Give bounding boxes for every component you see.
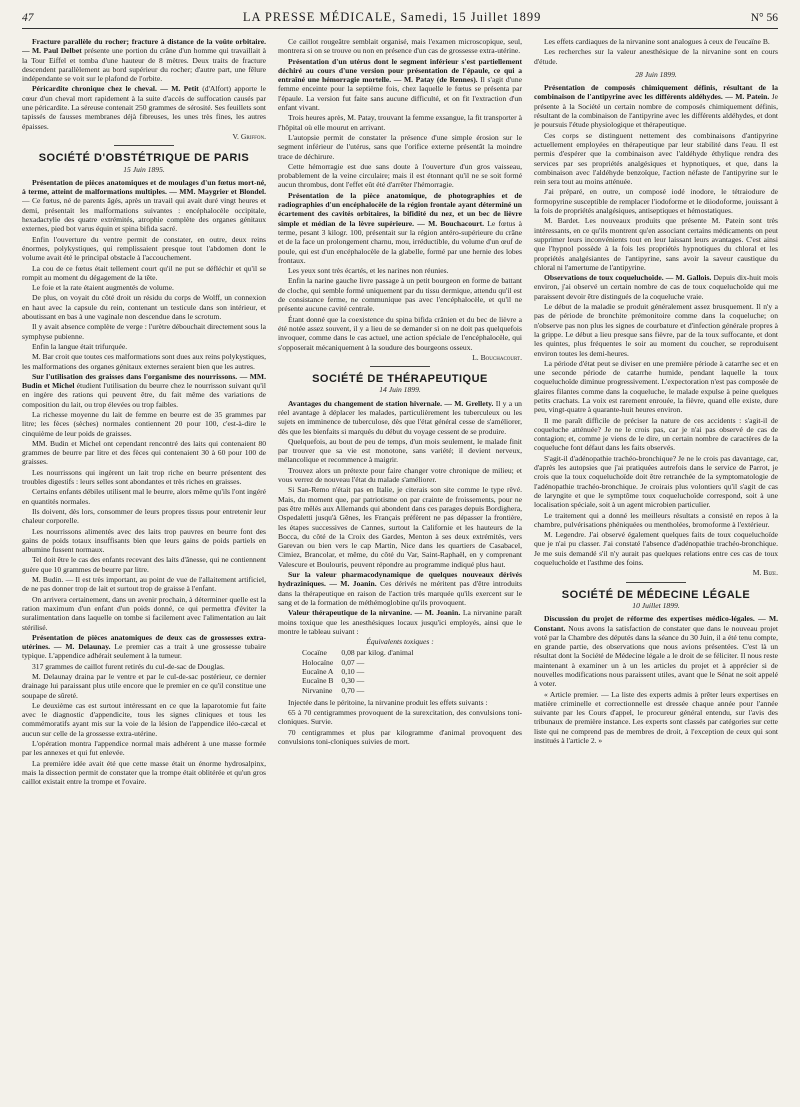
article-title: Observations de toux coqueluchoïde. <box>544 273 664 283</box>
columns <box>22 37 778 1107</box>
article-text: Ces dérivés ne méritent pas d'être introduits dans la thérapeutique en raison de l'action très marquée qu'ils exercent sur le sang et de la formation de méthémoglobine qu'ils provoquent. <box>278 579 522 607</box>
article-text: Il y a un réel avantage à déplacer les malades, particulièrement les tuberculeux ou les sujets en imminence de tuberculose, dès que l'état général cesse de s'améliorer, dès que les bienfaits si marqués du début du voyage cessent de se produire. <box>278 398 522 436</box>
table-row <box>298 667 417 676</box>
table-cell: 0,07 — <box>341 657 365 667</box>
article-author: — M. Patay (de Rennes). <box>393 75 478 85</box>
table-cell: Nirvanine <box>302 685 333 695</box>
article-title: Avantages du changement de station hivernale. <box>288 398 443 408</box>
article-author: — M. Joanin. <box>329 579 377 589</box>
paragraph: M. Bardet. Les nouveaux produits que présente M. Patein sont très intéressants, en ce qu'ils montrent qu'en associant certains médicaments on peut supprimer leurs inconvénients tout en leur laissant leurs avantages. C'est ainsi que l'hypnol possède à la fois les propriétés hypnotiques du chloral et les propriétés analgésiantes de l'antipyrine, sans avoir la saveur caustique du chloral ni l'amertume de l'antipyrine. <box>534 216 778 272</box>
signature: L. Bouchacourt. <box>472 352 522 362</box>
section-date: 10 Juillet 1899. <box>632 600 680 610</box>
section-title: SOCIÉTÉ D'OBSTÉTRIQUE DE PARIS <box>38 152 250 165</box>
article-author: — M. Paul Delbet <box>22 46 82 56</box>
paragraph: Le foie et la rate étaient augmentés de volume. <box>32 283 174 293</box>
article-title: Présentation de pièces anatomiques et de moulages d'un fœtus mort-né, à terme, atteint de malformations multiples. <box>22 177 266 197</box>
paragraph: Ce caillot rougeâtre semblait organisé, mais l'examen microscopique, seul, montrera si on se trouve ou non en présence d'un cas de grossesse extra-utérine. <box>278 37 522 56</box>
divider <box>114 145 174 146</box>
article-text: — Ce fœtus, né de parents âgés, après un travail qui avait duré vingt heures et demi, présentait les malformations suivantes : encéphalocèle occipitale, hexadactylie des quatre extrémités, atrophie complète des organes génitaux externes, pied bot varus équin et spina bifida sacré. <box>22 196 266 234</box>
session-date: 28 Juin 1899. <box>635 69 677 79</box>
paragraph: Les nourrissons alimentés avec des laits trop pauvres en beurre font des gains de poids totaux insuffisants bien que leurs gains de poids partiels en albumine fussent normaux. <box>22 526 266 555</box>
article-title: Présentation de composés chimiquement définis, résultant de la combinaison de l'antipyrine avec les différents aldéhydes. <box>534 83 778 102</box>
article-text: Le premier cas a trait à une grossesse tubaire typique. L'appendice adhérait seulement à la tumeur. <box>22 642 266 661</box>
table-cell: Cocaïne <box>302 648 327 658</box>
article-title: Péricardite chronique chez le cheval. <box>32 84 157 94</box>
article-title: Valeur thérapeutique de la nirvanine. <box>288 608 413 618</box>
paragraph: La cou de ce fœtus était tellement court qu'il ne put se défléchir et qu'il se rompit au moment du dégagement de la tête. <box>22 263 266 282</box>
article-title: Discussion du projet de réforme des expertises médico-légales. <box>544 614 755 624</box>
issue-number: N° 56 <box>750 12 778 24</box>
article-text: Il s'agit d'une femme enceinte pour la septième fois, chez laquelle le fœtus se présenta par l'épaule. La version fut faite sans aucune difficulté, et on fit l'extraction d'un enfant vivant. <box>278 75 522 113</box>
divider <box>370 366 430 367</box>
article <box>534 83 778 129</box>
article <box>278 570 522 607</box>
paragraph: Ces corps se distinguent nettement des combinaisons d'antipyrine actuellement employées en thérapeutique par leur stabilité dans l'eau. Il est permis d'espérer que la combinaison avec l'aldéhyde éthylique rendra des services par ses propriétés analgésiques et hypnotiques, et que, dans la combinaison avec l'aldéhyde benzoïque, l'action néfaste de l'antipyrine sur le rein sera tout au moins atténuée. <box>534 130 778 187</box>
article-author: — M. Petit <box>160 84 199 94</box>
paragraph: Le deuxième cas est surtout intéressant en ce que la laparotomie fut faite avec le diagnostic d'appendicite, tous les signes cliniques et tous les commémoratifs ayant mis sur la voie de la lésion de l'appendice iléo-cæcal et aucun sur celle de la grossesse extra-utérine. <box>22 700 266 738</box>
article-author: — M. Patein. <box>725 92 770 102</box>
article-text: présente une portion du crâne d'un homme qui travaillait à la Tour Eiffel et tomba d'une hauteur de 8 mètres. Deux traits de fracture descendent parallèlement au bord supérieur du rocher; d'autre part, une fêlure indépendante se voit sur le plafond de l'orbite. <box>22 46 266 84</box>
article-text: Je présente à la Société un certain nombre de composés chimiquement définis, résultant de la combinaison de l'antipyrine avec les différents aldéhydes, et dont je poursuis l'étude physiologique et thérapeutique. <box>534 92 778 130</box>
paragraph: 70 centigrammes et plus par kilogramme d'animal provoquent des convulsions toni-cloniques suivies de mort. <box>278 727 522 747</box>
column-1 <box>22 37 266 1107</box>
section-title: SOCIÉTÉ DE MÉDECINE LÉGALE <box>561 588 751 601</box>
paragraph: Enfin la langue était trifurquée. <box>32 341 128 351</box>
paragraph: M. Delaunay draina par le ventre et par le cul-de-sac postérieur, ce dernier drainage lui paraissant plus utile encore que le premier en ce qu'il constitue une soupape de sûreté. <box>22 672 266 700</box>
paragraph: L'autopsie permit de constater la présence d'une simple érosion sur le segment inférieur de l'utérus, sans que l'orifice externe présentât la moindre trace de déchirure. <box>278 132 522 161</box>
article-title: Présentation d'un utérus dont le segment inférieur s'est partiellement déchiré au cours d'une version pour présentation de l'épaule, ce qui a entraîné une hémorragie mortelle. <box>278 56 522 85</box>
paragraph: Le traitement qui a donné les meilleurs résultats a consisté en repos à la chambre, pulvérisations phéniquées ou mentholées, bromoforme à l'extérieur. <box>534 510 778 529</box>
table-row <box>298 658 417 667</box>
paragraph: Cette hémorragie est due sans doute à l'ouverture d'un gros vaisseau, probablement de la veine circulaire; mais il est étonnant qu'il ne se soit formé aucun thrombus, dont l'effet eût été d'arrêter l'hémorragie. <box>278 161 522 190</box>
paragraph: « Article premier. — La liste des experts admis à prêter leurs expertises en matière criminelle et correctionnelle est dressée chaque année pour l'année suivante par les Cours d'appel, le procureur général entendu, sur l'avis des tribunaux de première instance. Les experts sont classés par catégories sur cette liste qui ne comprend pas de membres de droit, à l'exception de ceux qui sont institués à l'article 2. » <box>534 689 778 746</box>
paragraph: On arrivera certainement, dans un avenir prochain, à déterminer quelle est la ration maximum d'un enfant d'un poids donné, ce qui permettra d'éviter la suralimentation dans laquelle on tombe si facilement avec l'alimentation au lait stérilisé. <box>22 594 266 632</box>
article-text: Nous avons la satisfaction de constater que dans le nouveau projet voté par la Chambre des députés dans la séance du 30 Juin, il a été tenu compte, en grande partie, des observations que nous avions présentées. C'est là un résultat dont la Société de Médecine légale a le droit de se féliciter. Il nous reste maintenant à examiner un à un les articles du projet et à apprécier si de nouvelles modifications nous paraissent utiles, avant que le Sénat ne soit appelé à voter. <box>534 623 778 689</box>
paragraph: Si San-Remo n'était pas en Italie, je citerais son site comme le type rêvé. Mais, du moment que, par patriotisme on par crainte de froissements, pour ne pas être mêlés aux Allemands qui abondent dans ces parages depuis Bordighera, Ospedaletti jusqu'à Gênes, les Français préfèrent ne pas dépasser la frontière, les étapes successives de Cannes, surtout la Californie et les hauteurs de la Bocca, du côté de la Croix des Gardes, Menton à ses deux extrémités, vers Garevan ou bien vers le cap Martin, Nice dans les quartiers de Casabacel, Cimiez, Brancolar, et même, du côté du Var, Saint-Raphaël, en y comprenant Valescure et Boulouris, peuvent répondre au programme indiqué plus haut. <box>278 485 522 569</box>
article <box>22 372 266 409</box>
article <box>278 608 522 636</box>
article <box>534 614 778 688</box>
article-author: — M. Gallois. <box>665 273 712 283</box>
table-cell: Holocaïne <box>302 657 334 667</box>
article-text: Le fœtus à terme, pesant 3 kilogr. 100, présentait sur la région antéro-supérieure du crâne et de la face un prolongement charnu, mou, irréductible, du volume d'un œuf de poule, qui est d'un encéphalocèle de la glabelle, formé par une hernie des lobes frontaux. <box>278 218 522 265</box>
paragraph: Les recherches sur la valeur anesthésique de la nirvanine sont en cours d'étude. <box>534 47 778 66</box>
article <box>278 399 522 436</box>
paragraph: L'opération montra l'appendice normal mais adhérent à une masse formée par les annexes et qui fut enlevée. <box>22 739 266 758</box>
paragraph: S'agit-il d'adénopathie trachéo-bronchique? Je ne le crois pas davantage, car, d'après les autopsies que j'ai pratiquées autrefois dans le service de Parrot, je crois que la toux coqueluchoïde doit être retranchée de la symptomatologie de l'adénopathie trachéo-bronchique. Je croirais plus volontiers qu'il s'agit de cas de laryngite et que le symptôme toux coqueluchoïde correspond, soit à une localisation spéciale, soit à un agent microbien particulier. <box>534 453 778 510</box>
paragraph: Enfin l'ouverture du ventre permit de constater, en outre, deux reins énormes, polykystiques, qui remplissaient presque tout l'abdomen dont le volume avait été le principal obstacle à l'accouchement. <box>22 234 266 263</box>
paragraph: J'ai préparé, en outre, un composé iodé inodore, le tétraiodure de formopyrine susceptible de remplacer l'iodoforme et le diiodoforme, jouissant à la fois de propriétés analgésiques, antiseptiques et hémostatiques. <box>534 187 778 216</box>
article <box>22 178 266 234</box>
table-row <box>298 648 417 657</box>
column-2 <box>278 37 522 1107</box>
table-row <box>298 686 417 695</box>
paragraph: La période d'état peut se diviser en une première période à catarrhe sec et en une seconde période de catarrhe humide, pendant laquelle la toux coqueluchoïde diminue progressivement. L'expectoration n'est pas composée de glaires filantes comme dans la coqueluche, le malade expulse à peine quelques petits crachats. La voix est rarement enrouée, la fièvre, quand elle existe, dure peu, vingt-quatre à quarante-huit heures environ. <box>534 358 778 415</box>
paragraph: Étant donné que la coexistence du spina bifida crânien et du bec de lièvre a été notée assez souvent, il y a lieu de se demander si on ne doit pas quelquefois invoquer, comme dans le cas actuel, une action spéciale de l'encéphalocèle, qui s'opposerait mécaniquement à la soudure des bourgeons osseux. <box>278 314 522 352</box>
paragraph: Trouvez alors un prétexte pour faire changer votre chronique de milieu; et vous verrez de nouveau l'état du malade s'améliorer. <box>278 465 522 485</box>
article-title: Sur la valeur pharmacodynamique de quelques nouveaux dérivés hydraziniques. <box>278 570 522 589</box>
article-author: — M. Constant. <box>534 614 778 633</box>
article <box>534 273 778 301</box>
paragraph: Ils doivent, dès lors, consommer de leurs propres tissus pour entretenir leur chaleur corporelle. <box>22 506 266 526</box>
paragraph: Quelquefois, au bout de peu de temps, d'un mois seulement, le malade finit par trouver que sa vie est monotone, sans variété; il devient nerveux, mélancolique et recommence à maigrir. <box>278 436 522 465</box>
paragraph: Les effets cardiaques de la nirvanine sont analogues à ceux de l'eucaïne B. <box>544 37 770 46</box>
page-number: 47 <box>22 12 34 24</box>
paragraph: M. Legendre. J'ai observé également quelques faits de toux coqueluchoïde que je n'ai pu classer. J'ai constaté l'absence d'adénopathie trachéo-bronchique. Je me suis demandé s'il n'y aurait pas quelques relations entre ces cas de toux coqueluchoïde et l'asthme des foins. <box>534 530 778 568</box>
article-title: Présentation de pièces anatomiques de deux cas de grossesses extra-utérines. <box>22 632 266 652</box>
article-text: (d'Alfort) apporte le cœur d'un cheval mort rapidement à la suite d'accès de suffocation causés par une péricardite. La séreuse contenait 250 grammes de sérosité. Ses feuillets sont tapissés de fausses membranes déjà fibreuses, les unes très fines, les autres épaisses. <box>22 84 266 131</box>
paragraph: Les yeux sont très écartés, et les narines non réunies. <box>288 266 449 276</box>
paragraph: La richesse moyenne du lait de femme en beurre est de 35 grammes par litre; les fèces (sèches) normales contiennent 20 pour 100, c'est-à-dire le cinquième de leur poids de graisses. <box>22 409 266 438</box>
article <box>278 57 522 113</box>
paragraph: Les nourrissons qui ingèrent un lait trop riche en beurre présentent des troubles digestifs : leurs selles sont abondantes et très riches en graisses. <box>22 467 266 487</box>
column-3 <box>534 37 778 1107</box>
paragraph: 317 grammes de caillot furent retirés du cul-de-sac de Douglas. <box>32 661 225 671</box>
page-header <box>22 10 778 29</box>
divider <box>626 582 686 583</box>
table-cell: Eucaïne B <box>302 676 334 686</box>
signature: V. Griffon. <box>232 131 266 141</box>
article-author: — M. Grellety. <box>444 398 494 408</box>
paragraph: Le début de la maladie se produit généralement assez brusquement. Il n'y a pas de période de bronchite prémonitoire comme dans la coqueluche; on n'observe pas non plus les signes de courbature et d'infection générale propres à la grippe. Le début a lieu presque sans fièvre, par de la toux suffocante, et dont les quintes, plus fréquentes le soir au moment du coucher, se reproduisent environ toutes les demi-heures. <box>534 302 778 358</box>
paragraph: 65 à 70 centigrammes provoquent de la surexcitation, des convulsions toni-cloniques. Survie. <box>278 708 522 727</box>
article-author: — MM. Maygrier et Blondel. <box>169 187 266 197</box>
article-title: Fracture parallèle du rocher; fracture à distance de la voûte orbitaire. <box>32 37 266 46</box>
paragraph: Enfin la narine gauche livre passage à un petit bourgeon en forme de battant de cloche, qui semble formé uniquement par du tissu dermique, attendu qu'il est de consistance ferme, ne communique pas avec l'encéphalocèle, et qu'il ne présente aucune cavité centrale. <box>278 276 522 314</box>
journal-title: LA PRESSE MÉDICALE, Samedi, 15 Juillet 1899 <box>242 10 542 24</box>
table-cell: 0,70 — <box>341 685 365 695</box>
paragraph: MM. Budin et Michel ont cependant rencontré des laits qui contenaient 80 grammes de beurre par litre et des fèces qui contenaient 30 à 60 pour 100 de graisses. <box>22 438 266 467</box>
article <box>278 191 522 265</box>
paragraph: Il me paraît difficile de préciser la nature de ces accidents : s'agit-il de coqueluche atténuée? Je ne le crois pas, car je n'ai pas observé de cas de contagion; et, comme je viens de le dire, un certain nombre de caractères de la coqueluche font défaut dans les faits observés. <box>534 415 778 453</box>
article-author: — M. Bouchacourt. <box>417 218 485 228</box>
article <box>22 37 266 83</box>
paragraph: Trois heures après, M. Patay, trouvant la femme exsangue, la fit transporter à l'hôpital où elle mourut en arrivant. <box>278 113 522 132</box>
table-cell: 0,10 — <box>341 667 365 676</box>
section-date: 15 Juin 1895. <box>123 164 165 174</box>
article-text: Depuis dix-huit mois environ, j'ai observé un certain nombre de cas de toux coqueluchoïde qui me paraissent devoir être distingués de la coqueluche vraie. <box>534 273 778 301</box>
signature: M. Bize. <box>752 568 778 578</box>
article <box>22 633 266 661</box>
article-text: étudient l'utilisation du beurre chez le nourrisson suivant qu'il en ingère des rations qui peuvent être, du fait même des variations de composition du lait, ou trop élevées ou trop faibles. <box>22 381 266 409</box>
section-date: 14 Juin 1899. <box>379 385 421 395</box>
article-author: — M. Delaunay. <box>53 642 111 652</box>
table-caption: Équivalents toxiques : <box>366 637 434 647</box>
article-author: — M. Joanin. <box>414 608 461 618</box>
paragraph: M. Bar croit que toutes ces malformations sont dues aux reins polykystiques, les malformations des organes génitaux externes seraient bien que les autres. <box>22 352 266 371</box>
paragraph: Certains enfants débiles utilisent mal le beurre, alors même qu'ils l'ont ingéré en quantités normales. <box>22 487 266 506</box>
article-title: Sur l'utilisation des graisses dans l'organisme des nourrissons. <box>32 371 238 381</box>
table-cell: 0,30 — <box>341 676 365 686</box>
paragraph: De plus, on voyait du côté droit un résidu du corps de Wolff, un connexion en haut avec la capsule du rein, contenant un testicule dans son intérieur, et aboutissant en bas à une vaginale non descendue dans le scrotum. <box>22 293 266 322</box>
paragraph: M. Budin. — Il est très important, au point de vue de l'allaitement artificiel, de ne pas donner trop de lait et surtout trop de graisse à l'enfant. <box>22 575 266 594</box>
table-cell: 0,08 par kilog. d'animal <box>341 648 414 658</box>
article-title: Présentation de la pièce anatomique, de photographies et de radiographies d'un encéphalocèle de la région frontale ayant déterminé un écartement des cavités orbitaires, la bifidité du nez, et un bec de lièvre simple et médian de la lèvre supérieure. <box>278 190 522 228</box>
article <box>22 84 266 130</box>
toxicity-table <box>298 648 417 694</box>
paragraph: La première idée avait été que cette masse était un énorme hydrosalpinx, mais la dissection permit de constater que la trompe était oblitérée et qu'un gros caillot existait entre la trompe et l'ovaire. <box>22 758 266 787</box>
table-row <box>298 676 417 685</box>
section-title: SOCIÉTÉ DE THÉRAPEUTIQUE <box>312 373 488 386</box>
paragraph: Il y avait absence complète de verge : l'urètre débouchait directement sous la symphyse pubienne. <box>22 322 266 341</box>
article-text: La nirvanine paraît moins toxique que les anesthésiques locaux jusqu'ici employés, ainsi que le montre le tableau suivant : <box>278 608 522 636</box>
table-cell: Eucaïne A <box>302 667 334 676</box>
paragraph: Tel doit être le cas des enfants recevant des laits d'ânesse, qui ne contiennent guère que 10 grammes de beurre par litre. <box>22 555 266 574</box>
article-author: — MM. Budin et Michel <box>22 371 266 391</box>
paragraph: Injectée dans le péritoine, la nirvanine produit les effets suivants : <box>288 697 488 707</box>
